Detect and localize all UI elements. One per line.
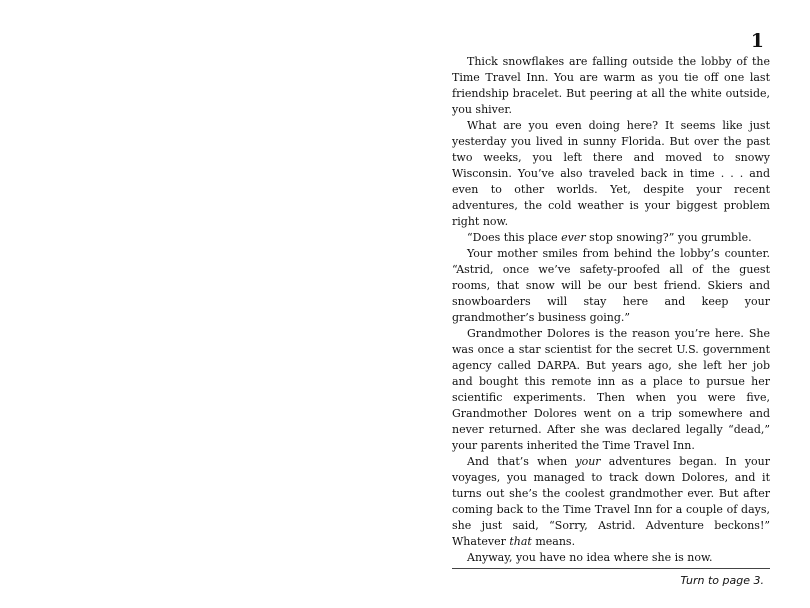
text-segment: Anyway, you have no idea where she is now. [467, 551, 713, 564]
right-page [405, 0, 810, 608]
paragraph [452, 54, 770, 118]
text-segment: And that’s when [467, 455, 576, 468]
text-segment: Thick snowflakes are falling outside the lobby of the Time Travel Inn. You are warm as you tie off one last friendship bracelet. But peering at all the white outside, you shiver. [452, 55, 770, 116]
paragraph [452, 550, 770, 566]
text-segment: stop snowing?” you grumble. [585, 231, 752, 244]
paragraph [452, 246, 770, 326]
paragraph [452, 326, 770, 454]
footer-divider [452, 568, 770, 569]
paragraph [452, 454, 770, 550]
paragraph [452, 118, 770, 230]
story-text [452, 54, 770, 566]
text-segment: Grandmother Dolores is the reason you’re here. She was once a star scientist for the secret U.S. government agency called DARPA. But years ago, she left her job and bought this remote inn as a place to pursue her scientific experiments. Then when you were five, Grandmother Dolores went on a trip somewhere and never returned. After she was declared legally “dead,” your parents inherited the Time Travel Inn. [452, 327, 770, 452]
italic-text: that [509, 535, 532, 548]
italic-text: your [575, 455, 601, 468]
text-segment: adventures began. In your voyages, you managed to track down Dolores, and it turns out she’s the coolest grandmother ever. But after coming back to the Time Travel Inn for a couple of days, she just said, “Sorry, Astrid. Adventure beckons!” Whatever [452, 455, 771, 548]
turn-to-page-link[interactable]: Turn to page 3. [680, 574, 764, 587]
italic-text: ever [561, 231, 586, 244]
text-segment: “Does this place [467, 231, 562, 244]
text-segment: Your mother smiles from behind the lobby’s counter. “Astrid, once we’ve safety-proofed all of the guest rooms, that snow will be our best friend. Skiers and snowboarders will stay here and keep your grandmother’s business going.” [452, 247, 770, 324]
paragraph [452, 230, 770, 246]
text-segment: means. [531, 535, 576, 548]
text-segment: What are you even doing here? It seems like just yesterday you lived in sunny Florida. But over the past two weeks, you left there and moved to snowy Wisconsin. You’ve also traveled back in time . . . and even to other worlds. Yet, despite your recent adventures, the cold weather is your biggest problem right now. [452, 119, 770, 228]
page-number: 1 [750, 30, 764, 52]
